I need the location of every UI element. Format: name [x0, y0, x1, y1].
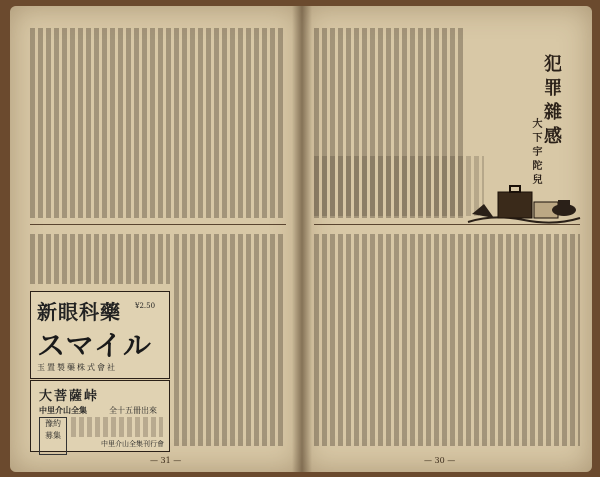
luggage-illustration: [464, 174, 584, 234]
ad-maker: 玉置製藥株式會社: [37, 363, 117, 372]
right-upper-rule: [314, 224, 580, 225]
right-page: [302, 6, 592, 472]
right-page-number: — 30 —: [424, 456, 456, 465]
right-lower-text: [314, 234, 580, 446]
ad-book-title: 大菩薩峠: [39, 389, 100, 404]
ad-label-b: 募集: [45, 431, 61, 440]
ad-book-footer: 中里介山全集刊行會: [101, 440, 164, 448]
ad-book-line2: 全十五冊出來: [109, 406, 157, 415]
article-author: 大下宇陀兒: [530, 118, 541, 188]
left-page: [10, 6, 302, 472]
ad-price: ¥2.50: [135, 302, 156, 310]
book-gutter: [292, 6, 312, 472]
book-spread: [10, 6, 592, 472]
article-title: 犯罪雜感: [541, 54, 562, 150]
eye-drop-advertisement: [30, 291, 170, 379]
ad-category: 新眼科藥: [37, 300, 121, 324]
left-lower-text: [174, 234, 286, 446]
ad-reservation-box: [39, 417, 67, 455]
left-lower-text-top: [30, 234, 170, 284]
ad-book-details: [71, 417, 163, 437]
ad-product-name: スマイル: [37, 329, 152, 362]
ad-book-line1: 中里介山全集: [39, 405, 87, 415]
left-page-number: — 31 —: [150, 456, 182, 465]
ad-label-a: 豫約: [45, 419, 61, 428]
left-upper-text: [30, 28, 286, 218]
book-advertisement: [30, 380, 170, 452]
left-upper-rule: [30, 224, 286, 225]
right-upper-text-mid: [314, 156, 484, 216]
